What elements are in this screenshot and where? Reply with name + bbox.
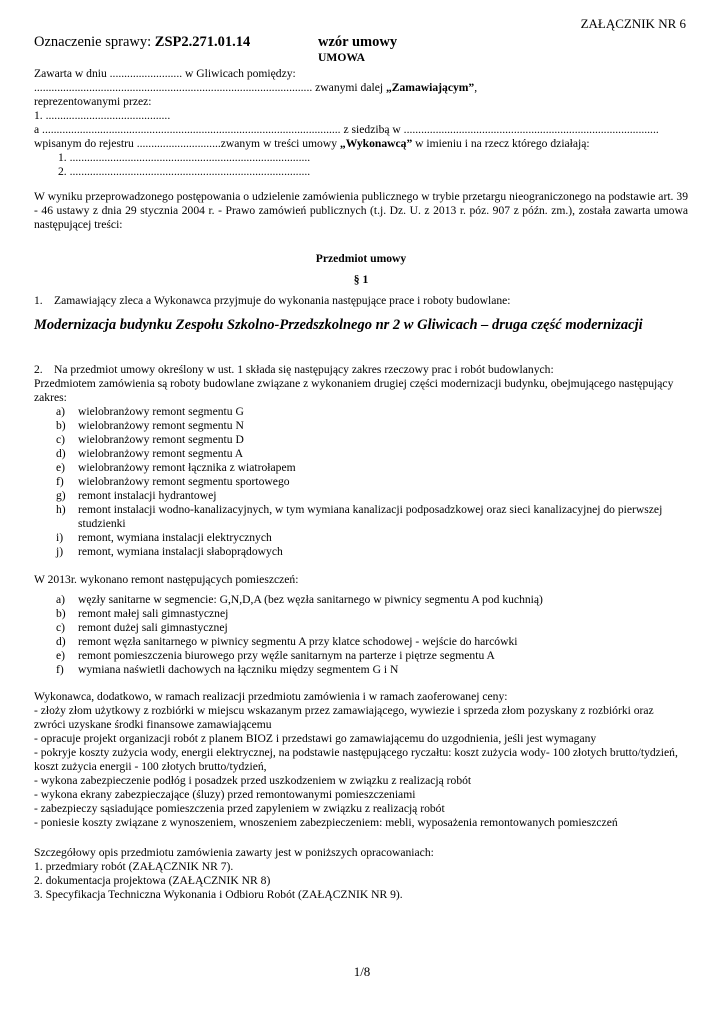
parties-line-signer2: 2. ................................................................................... [58,165,311,178]
case-label: Oznaczenie sprawy: [34,34,152,50]
done-list-item [34,663,688,677]
clause-2-text: Na przedmiot umowy określony w ust. 1 składa się następujący zakres rzeczowy prac i robót budowlanych: [54,363,554,376]
extra-list-item: - poniesie koszty związane z wynoszeniem, wnoszeniem zabezpieczeniem: mebli, wyposażenia remontowanych pomieszczeń [34,816,618,829]
extra-list-item: - zabezpieczy sąsiadujące pomieszczenia przed zapyleniem w związku z realizacją robót [34,802,445,815]
template-label: wzór umowy [318,34,398,50]
done-list-item-text: węzły sanitarne w segmencie: G,N,D,A (bez węzła sanitarnego w piwnicy segmentu A pod kuchnią) [78,593,543,606]
scope-list-item [34,503,688,531]
scope-list-item [34,461,688,475]
done-list [34,593,688,677]
done-list-item [34,593,688,607]
extra-list-item: - opracuje projekt organizacji robót z planem BIOZ i przedstawi go zamawiającemu do uzgodnienia, jeśli jest wymagany [34,732,597,745]
done-list-items [34,593,688,677]
scope-list-item-marker: i) [56,531,64,544]
done-list-item-text: remont węzła sanitarnego w piwnicy segmentu A przy klatce schodowej - wejście do harcówki [78,635,518,648]
scope-list-item [34,545,688,559]
parties-line-signer1: 1. ................................................................................... [58,151,311,164]
extra-list-item: - pokryje koszty zużycia wody, energii elektrycznej, na podstawie następującego ryczałtu: koszt zużycia wody- 100 złotych brutto/tydzień, koszt zużycia energii - 100 złotych brutto/tydzień, [34,746,678,773]
scope-list-item-marker: b) [56,419,66,432]
scope-list-item-marker: c) [56,433,66,446]
paragraph-sign: § 1 [353,273,369,286]
docs-intro: Szczegółowy opis przedmiotu zamówienia zawarty jest w poniższych opracowaniach: [34,846,434,859]
done-list-item-marker: b) [56,607,66,620]
docs-list [34,860,688,902]
clause-2-number: 2. [34,363,43,376]
contractor-term: „Wykonawcą” [339,137,413,150]
parties-block [34,67,688,179]
parties-line-ordering: ................................................................................................ zwanymi dalej „Zamawiającym”, [34,81,478,94]
scope-list-item-marker: j) [56,545,64,558]
done-list-item-marker: a) [56,593,66,606]
intro-paragraph: W wyniku przeprowadzonego postępowania o udzielenie zamówienia publicznego w trybie przetargu nieograniczonego na podstawie art. 39 - 46 ustawy z dnia 29 stycznia 2004 r. - Prawo zamówień publicznych (t.j. Dz. U. z 2013 r. póz. 907 z późn. zm.), została zawarta umowa następującej treści: [34,190,688,231]
scope-list-items [34,405,688,559]
scope-list-item [34,447,688,461]
scope-list-item-text: remont, wymiana instalacji słaboprądowych [78,545,283,558]
scope-intro: Przedmiotem zamówienia są roboty budowlane związane z wykonaniem drugiej części modernizacji budynku, obejmującego następujący zakres: [34,377,674,404]
scope-list-item-text: wielobranżowy remont segmentu G [78,405,244,418]
extra-list-item: - wykona zabezpieczenie podłóg i posadzek przed uszkodzeniem w związku z realizacją robót [34,774,472,787]
parties-line-represented: reprezentowanymi przez: [34,95,152,108]
scope-list-item-text: remont instalacji wodno-kanalizacyjnych, w tym wymiana kanalizacji podposadzkowej oraz sieci kanalizacyjnej do pierwszej studzienki [78,503,663,530]
scope-list-item [34,489,688,503]
docs-list-items [34,860,688,902]
docs-list-item: 3. Specyfikacja Techniczna Wykonania i Odbioru Robót (ZAŁĄCZNIK NR 9). [34,888,403,901]
docs-list-item: 1. przedmiary robót (ZAŁĄCZNIK NR 7). [34,860,234,873]
ordering-party-term: „Zamawiającym” [385,81,475,94]
done-intro: W 2013r. wykonano remont następujących pomieszczeń: [34,573,299,586]
scope-list-item-text: wielobranżowy remont łącznika z wiatrołapem [78,461,296,474]
extra-list-item: - złoży złom użytkowy z rozbiórki w miejscu wskazanym przez zamawiającego, wywiezie i sprzeda złom pozyskany z rozbiórki oraz zwróci uzyskane środki finansowe zamawiającemu [34,704,654,731]
scope-list-item-text: wielobranżowy remont segmentu A [78,447,244,460]
done-list-item-marker: c) [56,621,66,634]
done-list-item [34,621,688,635]
clause-1-text: Zamawiający zleca a Wykonawca przyjmuje do wykonania następujące prace i roboty budowlane: [54,294,511,307]
scope-list [34,405,688,559]
parties-line-rep1: 1. ........................................... [34,109,171,122]
done-list-item [34,649,688,663]
scope-list-item-marker: e) [56,461,66,474]
scope-list-item [34,433,688,447]
case-number: ZSP2.271.01.14 [154,34,251,50]
scope-list-item-text: remont instalacji hydrantowej [78,489,217,502]
section-heading: Przedmiot umowy [315,252,407,265]
scope-list-item-marker: a) [56,405,66,418]
extra-intro: Wykonawca, dodatkowo, w ramach realizacji przedmiotu zamówienia i w ramach zaoferowanej ceny: [34,690,508,703]
scope-list-item-marker: h) [56,503,66,516]
annex-label: ZAŁĄCZNIK NR 6 [580,16,686,31]
done-list-item-text: remont dużej sali gimnastycznej [78,621,228,634]
extra-list-items [34,704,688,830]
scope-list-item-text: wielobranżowy remont segmentu D [78,433,244,446]
docs-list-item: 2. dokumentacja projektowa (ZAŁĄCZNIK NR 8) [34,874,271,887]
done-list-item-marker: f) [56,663,64,676]
scope-list-item-marker: d) [56,447,66,460]
scope-list-item [34,531,688,545]
page-number: 1/8 [353,964,371,979]
document-title: UMOWA [318,51,366,64]
scope-list-item [34,405,688,419]
parties-line-register: wpisanym do rejestru .............................zwanym w treści umowy „Wykonawcą” w imieniu i na rzecz którego działają: [34,137,590,150]
done-list-item [34,635,688,649]
done-list-item-text: remont małej sali gimnastycznej [78,607,229,620]
clause-2 [34,363,688,377]
parties-line-date: Zawarta w dniu ......................... w Gliwicach pomiędzy: [34,67,296,80]
parties-line-contractor: a ....................................................................................................... z siedzibą w ........................................................................................ [34,123,659,136]
scope-list-item [34,419,688,433]
project-title: Modernizacja budynku Zespołu Szkolno-Przedszkolnego nr 2 w Gliwicach – druga część modernizacji [34,317,643,333]
scope-list-item-text: wielobranżowy remont segmentu N [78,419,244,432]
scope-list-item-marker: g) [56,489,66,502]
scope-list-item [34,475,688,489]
done-list-item [34,607,688,621]
scope-list-item-marker: f) [56,475,64,488]
done-list-item-text: remont pomieszczenia biurowego przy węźle sanitarnym na parterze i piętrze segmentu A [78,649,495,662]
extra-list [34,704,688,830]
clause-1-number: 1. [34,294,43,307]
scope-list-item-text: remont, wymiana instalacji elektrycznych [78,531,272,544]
scope-list-item-text: wielobranżowy remont segmentu sportowego [78,475,290,488]
done-list-item-marker: d) [56,635,66,648]
case-reference [34,33,250,51]
extra-list-item: - wykona ekrany zabezpieczające (śluzy) przed remontowanymi pomieszczeniami [34,788,416,801]
clause-1 [34,294,688,308]
done-list-item-marker: e) [56,649,66,662]
done-list-item-text: wymiana naświetli dachowych na łączniku między segmentem G i N [78,663,399,676]
